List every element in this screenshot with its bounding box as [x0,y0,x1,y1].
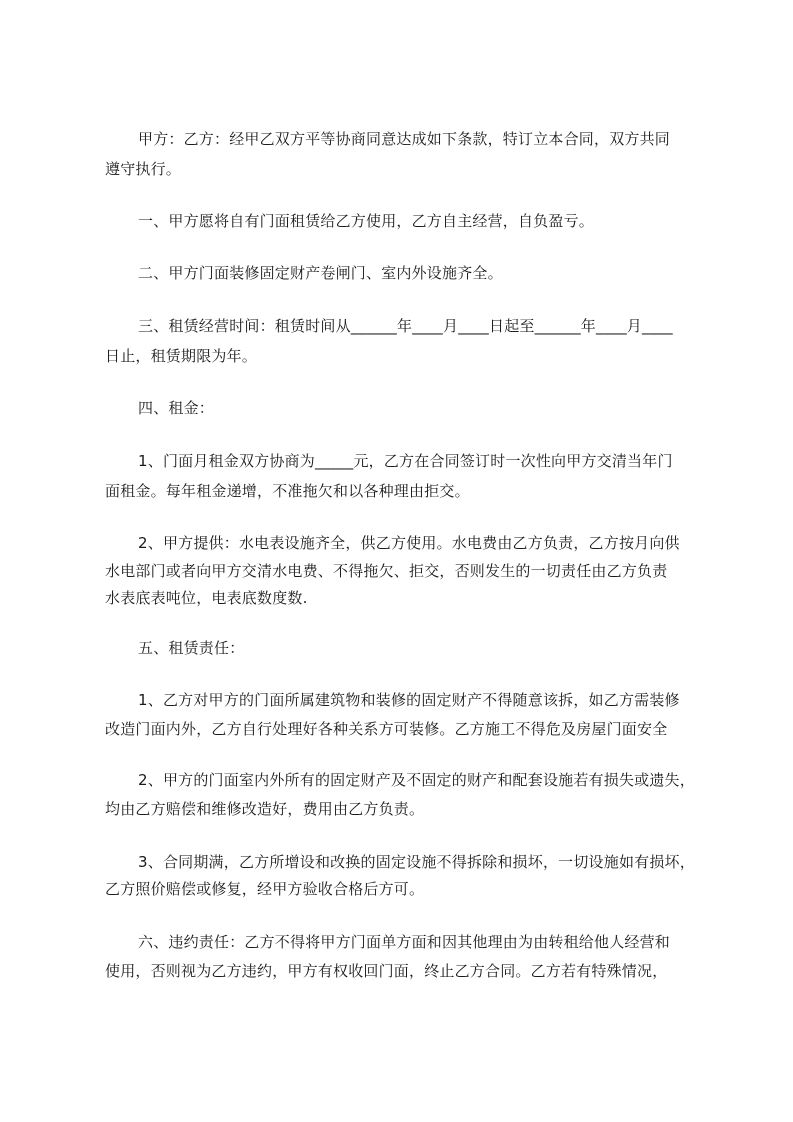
clause-5-item-3-line-2: 乙方照价赔偿或修复，经甲方验收合格后方可。 [105,880,425,898]
clause-6-line-1: 六、违约责任：乙方不得将甲方门面单方面和因其他理由为由转租给他人经营和 [138,933,671,951]
clause-4-item-2-line-1: 2、甲方提供：水电表设施齐全，供乙方使用。水电费由乙方负责，乙方按月向供 [138,534,680,552]
clause-4-item-1-line-1: 1、门面月租金双方协商为_____元，乙方在合同签订时一次性向甲方交清当年门 [138,452,673,470]
clause-4-item-2-line-2: 水电部门或者向甲方交清水电费、不得拖欠、拒交，否则发生的一切责任由乙方负责 [105,562,668,580]
clause-2: 二、甲方门面装修固定财产卷闸门、室内外设施齐全。 [138,264,503,282]
clause-5-item-1-line-2: 改造门面内外，乙方自行处理好各种关系方可装修。乙方施工不得危及房屋门面安全 [105,720,668,738]
clause-1: 一、甲方愿将自有门面租赁给乙方使用，乙方自主经营，自负盈亏。 [138,212,595,230]
clause-5-item-2-line-2: 均由乙方赔偿和维修改造好，费用由乙方负责。 [105,800,425,818]
clause-5-item-1-line-1: 1、乙方对甲方的门面所属建筑物和装修的固定财产不得随意该拆，如乙方需装修 [138,691,680,709]
clause-5-item-2-line-1: 2、甲方的门面室内外所有的固定财产及不固定的财产和配套设施若有损失或遗失， [138,771,695,789]
clause-5-item-3-line-1: 3、合同期满，乙方所增设和改换的固定设施不得拆除和损坏，一切设施如有损坏， [138,853,695,871]
clause-4-item-1-line-2: 面租金。每年租金递增，不准拖欠和以各种理由拒交。 [105,482,470,500]
clause-4-item-2-line-3: 水表底表吨位，电表底数度数. [105,589,308,607]
clause-4-heading: 四、租金： [138,399,215,417]
clause-6-line-2: 使用，否则视为乙方违约，甲方有权收回门面，终止乙方合同。乙方若有特殊情况， [105,962,668,980]
clause-3-line-2: 日止，租赁期限为年。 [105,347,258,365]
clause-3-line-1: 三、租赁经营时间：租赁时间从______年____月____日起至______年____月____ [138,317,673,335]
paragraph-intro-line-2: 遵守执行。 [105,160,182,178]
clause-5-heading: 五、租赁责任： [138,639,245,657]
paragraph-intro-line-1: 甲方：乙方：经甲乙双方平等协商同意达成如下条款，特订立本合同，双方共同 [138,130,671,148]
